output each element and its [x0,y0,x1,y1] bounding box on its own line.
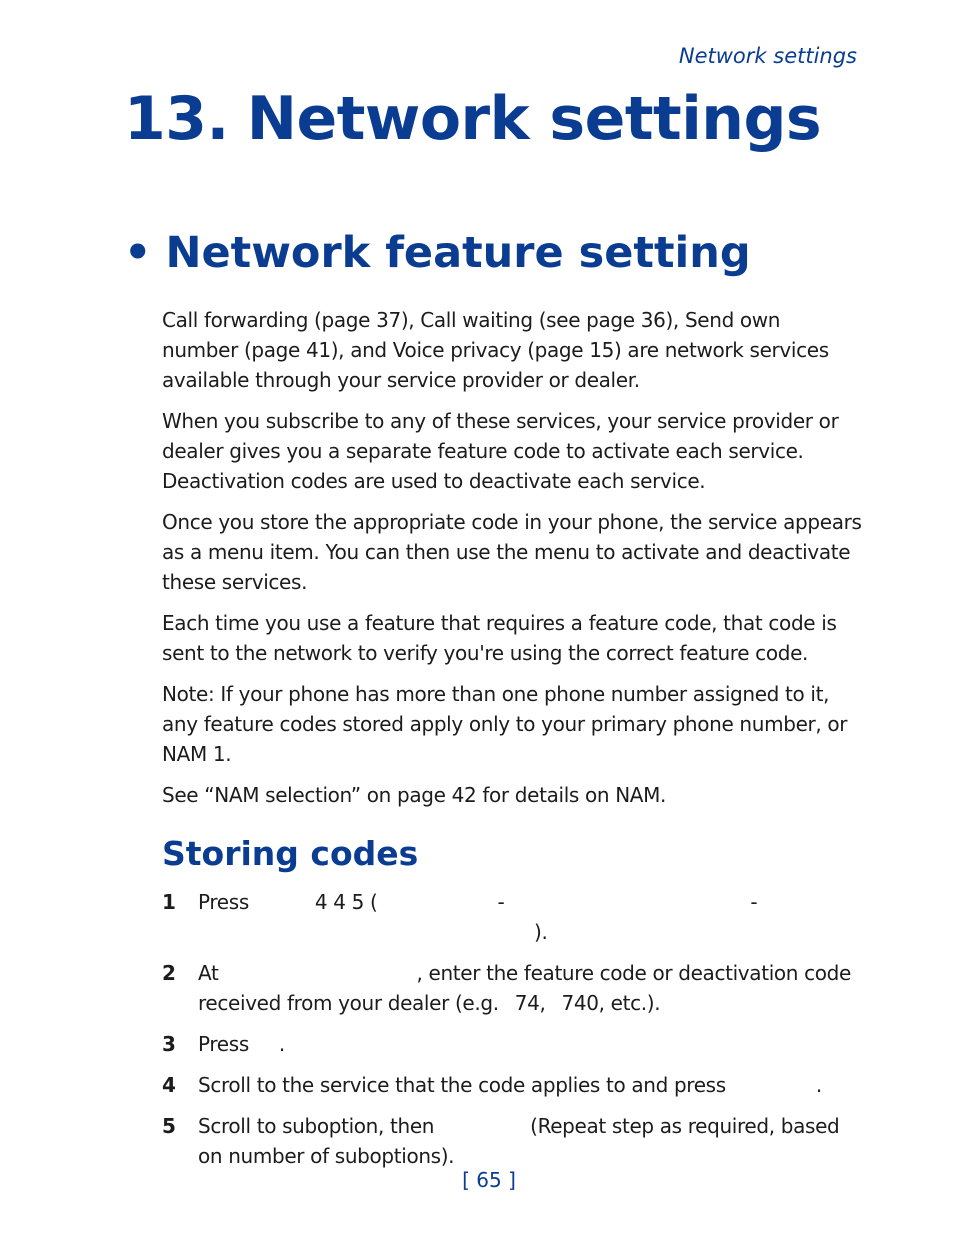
section-bullet: • [124,228,152,278]
step-1 [162,887,862,947]
step-text: Scroll to suboption, then [198,1114,435,1138]
step-number: 5 [162,1114,176,1138]
section-title-text: Network feature setting [165,228,751,278]
step-text: (Repeat step as required, based on number of suboptions). [198,1114,840,1168]
step-3 [162,1029,862,1059]
step-5 [162,1111,862,1171]
step-text: Scroll to the service that the code applies to and press [198,1073,726,1097]
paragraph-subscribe: When you subscribe to any of these services, your service provider or dealer gives you a separate feature code to activate each service. Deactivation codes are used to deactivate each service. [162,409,839,493]
paragraph-feature-code: Each time you use a feature that requires a feature code, that code is sent to the network to verify you're using the correct feature code. [162,611,837,665]
steps-list [162,887,862,1171]
body-content [162,305,862,1182]
running-header: Network settings [678,44,857,68]
step-text: Press [198,1032,249,1056]
step-number: 3 [162,1032,176,1056]
step-text: ). [534,920,548,944]
step-2 [162,958,862,1018]
subsection-title: Storing codes [162,834,419,873]
paragraph-see-nam: See “NAM selection” on page 42 for details on NAM. [162,783,667,807]
chapter-title-text: Network settings [246,84,822,154]
step-text: 740, etc.). [561,991,661,1015]
paragraph-note: Note: If your phone has more than one phone number assigned to it, any feature codes stored apply only to your primary phone number, or NAM 1. [162,682,848,766]
page-number: [ 65 ] [462,1168,516,1192]
section-title [124,228,751,278]
step-text: - [497,890,505,914]
chapter-title [124,84,821,154]
chapter-number: 13. [124,84,229,154]
step-4 [162,1070,862,1100]
paragraph-store-code: Once you store the appropriate code in your phone, the service appears as a menu item. You can then use the menu to activate and deactivate these services. [162,510,862,594]
paragraph-services: Call forwarding (page 37), Call waiting (see page 36), Send own number (page 41), and Voice privacy (page 15) are network services available through your service provider or dealer. [162,308,829,392]
step-number: 1 [162,890,176,914]
step-text: - [750,890,758,914]
step-number: 2 [162,961,176,985]
step-text: , enter the feature code or deactivation code received from your dealer (e.g. [198,961,851,1015]
step-text: . [278,1032,285,1056]
step-text: . [815,1073,822,1097]
step-text: 4 4 5 ( [314,890,378,914]
step-number: 4 [162,1073,176,1097]
step-text: Press [198,890,249,914]
step-text: At [198,961,219,985]
step-text: 74, [514,991,546,1015]
